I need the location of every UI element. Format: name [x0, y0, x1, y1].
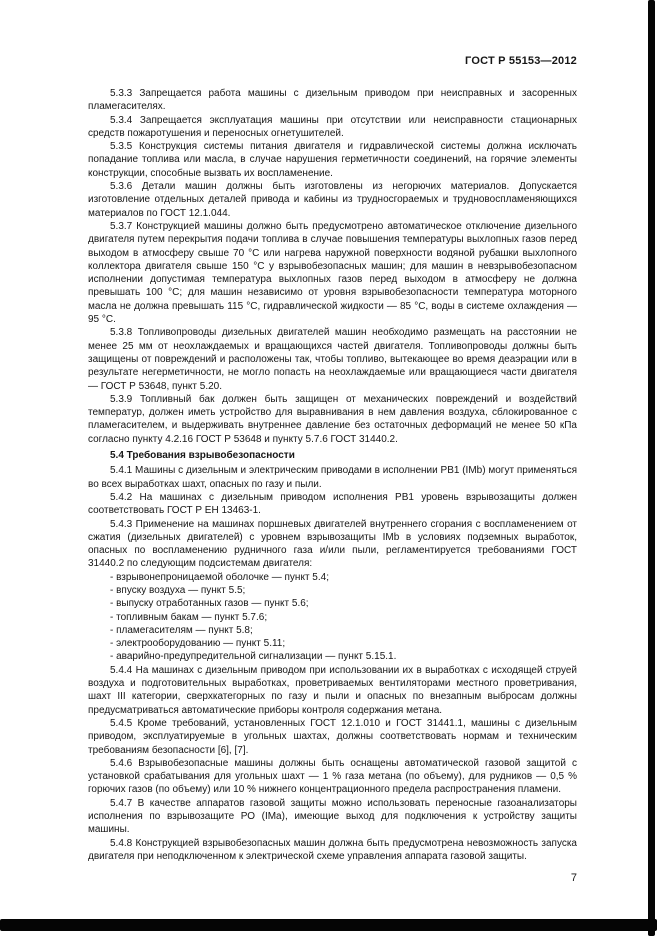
list-item: - топливным бакам — пункт 5.7.6;	[110, 611, 268, 623]
list-item: - пламегасителям — пункт 5.8;	[110, 624, 253, 636]
paragraph: 5.3.5 Конструкция системы питания двигателя и гидравлической системы должна исключать попадание топлива или масла, в случае нарушения герметичности соединений, на горячие элементы конструкции, способные вызвать их воспламенение.	[88, 141, 577, 179]
document-header-code: ГОСТ Р 55153—2012	[465, 55, 577, 67]
paragraph: 5.4.7 В качестве аппаратов газовой защиты можно использовать переносные газоанализаторы исполнения по взрывозащите РО (IMa), имеющие выход для подключения к устройству защиты машины.	[88, 797, 577, 836]
list-item: - электрооборудованию — пункт 5.11;	[110, 638, 286, 650]
paragraph: 5.4.5 Кроме требований, установленных ГОСТ 12.1.010 и ГОСТ 31441.1, машины с дизельным приводом, эксплуатируемые в угольных шахтах, должны соответствовать нормам и техническим требованиям безопасности [6], [7].	[88, 717, 577, 756]
paragraph: 5.3.6 Детали машин должны быть изготовлены из негорючих материалов. Допускается изготовление отдельных деталей привода и кабины из трудносгораемых и трудновоспламеняющихся материалов по ГОСТ 12.1.044.	[88, 181, 577, 219]
scan-edge-bottom	[0, 919, 657, 931]
paragraph: 5.3.4 Запрещается эксплуатация машины при отсутствии или неисправности стационарных средств пожаротушения и переносных огнетушителей.	[88, 114, 577, 139]
list-item: - аварийно-предупредительной сигнализации — пункт 5.15.1.	[110, 651, 397, 663]
paragraph: 5.3.8 Топливопроводы дизельных двигателей машин необходимо размещать на расстоянии не менее 25 мм от неохлаждаемых и вращающихся частей двигателя. Топливопроводы должны быть защищены от повреждений и расположены так, чтобы топливо, вытекающее во время деаэрации или в результате негерметичности, не могло попасть на неохлаждаемые или вращающиеся части двигателя — ГОСТ Р 53648, пункт 5.20.	[88, 327, 577, 392]
list-item: - впуску воздуха — пункт 5.5;	[110, 584, 246, 596]
list-item: - выпуску отработанных газов — пункт 5.6;	[110, 598, 309, 610]
section-heading: 5.4 Требования взрывобезопасности	[110, 450, 295, 462]
document-body	[88, 87, 577, 863]
scan-edge-right	[648, 0, 655, 936]
page-number: 7	[570, 872, 577, 884]
list-item: - взрывонепроницаемой оболочке — пункт 5.4;	[110, 571, 329, 583]
paragraph: 5.3.3 Запрещается работа машины с дизельным приводом при неисправных и засоренных пламегасителях.	[88, 88, 577, 113]
paragraph: 5.4.4 На машинах с дизельным приводом при использовании их в выработках с исходящей струей воздуха и подготовительных выработках, проветриваемых вентиляторами местного проветривания, шахт III категории, сверхкатегорных по газу и пыли и опасных по внезапным выбросам должны предусматриваться автоматические приборы контроля содержания метана.	[88, 664, 577, 716]
paragraph: 5.4.3 Применение на машинах поршневых двигателей внутреннего сгорания с воспламенением от сжатия (дизельных двигателей) с уровнем взрывозащиты IMb в условиях подземных выработок, опасных по воспламенению рудничного газа и/или пыли, регламентируется требованиями ГОСТ 31440.2 по следующим подсистемам двигателя:	[88, 518, 577, 570]
paragraph: 5.3.7 Конструкцией машины должно быть предусмотрено автоматическое отключение дизельного двигателя путем перекрытия подачи топлива в случае повышения температуры выхлопных газов перед выходом в атмосферу свыше 70 °С или нагрева наружной поверхности водяной рубашки выхлопного коллектора двигателя свыше 150 °С у взрывобезопасных машин; для машин в невзрывобезопасном исполнении допустимая температура выхлопных газов перед выходом в атмосферу не должна превышать 100 °С; для машин независимо от уровня взрывобезопасности температура моторного масла не должна превышать 115 °С, гидравлической жидкости — 85 °С, воды в системе охлаждения — 95 °С.	[88, 220, 577, 326]
paragraph: 5.4.1 Машины с дизельным и электрическим приводами в исполнении РВ1 (IMb) могут применяться во всех выработках шахт, опасных по газу и пыли.	[88, 465, 577, 490]
paragraph: 5.4.8 Конструкцией взрывобезопасных машин должна быть предусмотрена невозможность запуска двигателя при неподключенном к электрической схеме управления аппарата газовой защиты.	[88, 837, 577, 862]
paragraph: 5.3.9 Топливный бак должен быть защищен от механических повреждений и воздействий температур, должен иметь устройство для выравнивания в нем давления воздуха, сблокированное с пламегасителем, и выдерживать внутреннее давление без остаточных деформаций не менее 50 кПа согласно пункту 4.2.16 ГОСТ Р 53648 и пункту 5.7.6 ГОСТ 31440.2.	[88, 393, 577, 445]
paragraph: 5.4.6 Взрывобезопасные машины должны быть оснащены автоматической газовой защитой с установкой срабатывания для угольных шахт — 1 % газа метана (по объему), для рудников — 0,5 % горючих газов (по объему) или 10 % нижнего концентрационного предела распространения пламени.	[88, 757, 577, 796]
paragraph: 5.4.2 На машинах с дизельным приводом исполнения РВ1 уровень взрывозащиты должен соответствовать ГОСТ Р ЕН 13463-1.	[88, 491, 577, 517]
